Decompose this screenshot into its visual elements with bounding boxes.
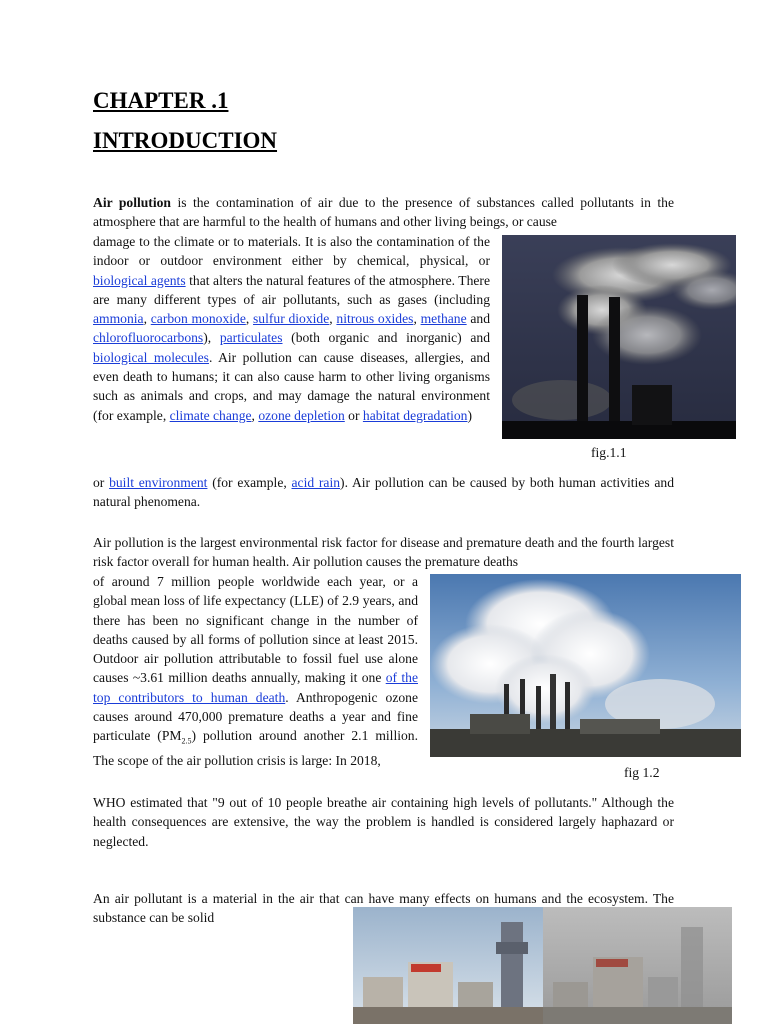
link-nitrous-oxides[interactable]: nitrous oxides xyxy=(336,311,414,327)
smokestacks-photo xyxy=(502,235,736,439)
introduction-heading: INTRODUCTION xyxy=(93,128,278,153)
para2-wrapped: of around 7 million people worldwide each year, or a global mean loss of life expectancy (LLE) of 2.9 years, and there has been no significant change in the number of deaths caused by all forms of pollution since at least 2015. Outdoor air pollution attributable to fossil fuel use alone causes ~3.61 million deaths annually, making it one of the top contributors to human death. Anthropogenic ozone causes around 470,000 premature deaths a year and fine particulate $(PM_{2.5})$ pollution around another 2.1 million. The scope of the air pollution crisis is large: In 2018, xyxy=(93,574,418,769)
pm-subscript: 2.5 xyxy=(181,737,192,747)
chapter-heading: CHAPTER .1 xyxy=(93,88,229,113)
para1-wrapped: damage to the climate or to materials. It is also the contamination of the indoor or outdoor environment either by chemical, physical, or biological agents that alters the natural features of the atmosphere. There are many different types of air pollutants, such as gases (including ammonia, carbon monoxide, sulfur dioxide, nitrous oxides, methane and chlorofluorocarbons), particulates (both organic and inorganic) and biological molecules. Air pollution can cause diseases, allergies, and even death to humans; it can also cause harm to other living organisms such as animals and crops, and may damage the natural environment (for example, climate change, ozone depletion or habitat degradation) xyxy=(93,234,491,423)
link-biological-agents[interactable]: biological agents xyxy=(93,272,186,288)
link-habitat-degradation[interactable]: habitat degradation xyxy=(362,407,468,423)
link-chlorofluorocarbons[interactable]: chlorofluorocarbons xyxy=(93,330,204,346)
link-particulates[interactable]: particulates xyxy=(219,330,283,346)
figure-3-image xyxy=(353,907,732,1024)
link-top-contributors[interactable]: of the top contributors to human death xyxy=(93,670,418,705)
para2-top: Air pollution is the largest environmental risk factor for disease and premature death and the fourth largest risk factor overall for human health. Air pollution causes the premature deaths xyxy=(93,535,674,570)
para3-top: An air pollutant is a material in the air that can have many effects on humans and the ecosystem. The substance can be solid xyxy=(93,891,674,926)
figure-2-caption: fig 1.2 xyxy=(624,765,660,780)
link-methane[interactable]: methane xyxy=(420,311,467,327)
link-biological-molecules[interactable]: biological molecules xyxy=(93,349,209,365)
link-sulfur-dioxide[interactable]: sulfur dioxide xyxy=(253,311,330,327)
air-pollution-term: Air pollution xyxy=(93,195,171,210)
link-ozone-depletion[interactable]: ozone depletion xyxy=(258,407,345,423)
figure-1-caption: fig.1.1 xyxy=(591,445,627,460)
link-ammonia[interactable]: ammonia xyxy=(93,311,144,327)
link-acid-rain[interactable]: acid rain xyxy=(291,475,341,490)
para2-bottom: WHO estimated that "9 out of 10 people breathe air containing high levels of pollutants." Although the health consequences are extensive, the way the problem is handled is considered largely haphazard or neglected. xyxy=(93,795,674,849)
link-built-environment[interactable]: built environment xyxy=(109,475,208,490)
link-carbon-monoxide[interactable]: carbon monoxide xyxy=(150,311,246,327)
figure-1-image xyxy=(502,235,736,439)
figure-2-image xyxy=(430,574,741,757)
link-climate-change[interactable]: climate change xyxy=(169,407,252,423)
industrial-smoke-photo xyxy=(430,574,741,757)
para1-top: Air pollution is the contamination of air due to the presence of substances called pollutants in the atmosphere that are harmful to the health of humans and other living beings, or cause xyxy=(93,195,674,230)
city-smog-comparison-photo xyxy=(353,907,732,1024)
para1-bottom: or built environment (for example, acid rain). Air pollution can be caused by both human activities and natural phenomena. xyxy=(93,475,674,510)
